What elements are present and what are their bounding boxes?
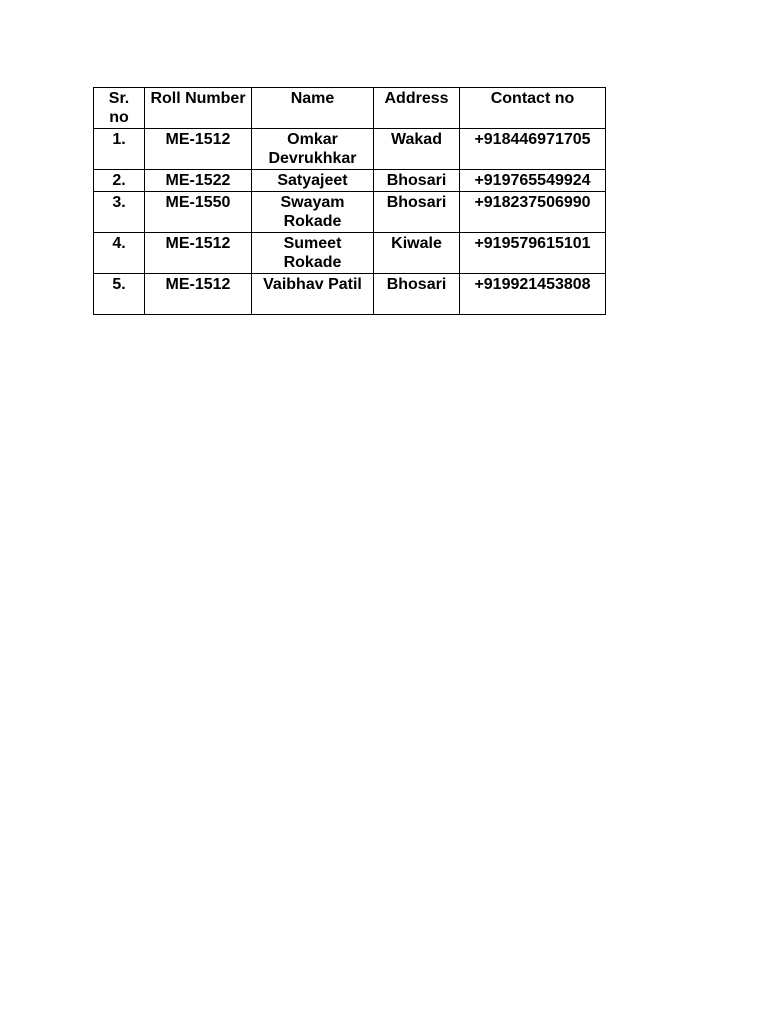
cell-address: Bhosari bbox=[374, 192, 460, 233]
cell-sr-no: 2. bbox=[94, 170, 145, 192]
table-header-row bbox=[94, 88, 606, 129]
cell-contact-no: +919579615101 bbox=[460, 233, 606, 274]
header-name: Name bbox=[252, 88, 374, 129]
table-row bbox=[94, 170, 606, 192]
cell-address: Kiwale bbox=[374, 233, 460, 274]
cell-sr-no: 3. bbox=[94, 192, 145, 233]
header-roll-number: Roll Number bbox=[145, 88, 252, 129]
cell-contact-no: +918446971705 bbox=[460, 129, 606, 170]
cell-roll-number: ME-1512 bbox=[145, 233, 252, 274]
cell-sr-no: 5. bbox=[94, 274, 145, 315]
cell-sr-no: 1. bbox=[94, 129, 145, 170]
cell-roll-number: ME-1522 bbox=[145, 170, 252, 192]
cell-contact-no: +918237506990 bbox=[460, 192, 606, 233]
cell-name: Satyajeet bbox=[252, 170, 374, 192]
table-row bbox=[94, 192, 606, 233]
table-row bbox=[94, 233, 606, 274]
cell-roll-number: ME-1512 bbox=[145, 274, 252, 315]
cell-name: Omkar Devrukhkar bbox=[252, 129, 374, 170]
cell-name: Vaibhav Patil bbox=[252, 274, 374, 315]
cell-name: Swayam Rokade bbox=[252, 192, 374, 233]
cell-contact-no: +919921453808 bbox=[460, 274, 606, 315]
cell-sr-no: 4. bbox=[94, 233, 145, 274]
table-row bbox=[94, 274, 606, 315]
cell-roll-number: ME-1550 bbox=[145, 192, 252, 233]
header-address: Address bbox=[374, 88, 460, 129]
cell-name: Sumeet Rokade bbox=[252, 233, 374, 274]
student-table bbox=[93, 87, 606, 315]
header-contact-no: Contact no bbox=[460, 88, 606, 129]
cell-address: Wakad bbox=[374, 129, 460, 170]
table-row bbox=[94, 129, 606, 170]
cell-contact-no: +919765549924 bbox=[460, 170, 606, 192]
header-sr-no: Sr. no bbox=[94, 88, 145, 129]
cell-address: Bhosari bbox=[374, 274, 460, 315]
cell-roll-number: ME-1512 bbox=[145, 129, 252, 170]
cell-address: Bhosari bbox=[374, 170, 460, 192]
